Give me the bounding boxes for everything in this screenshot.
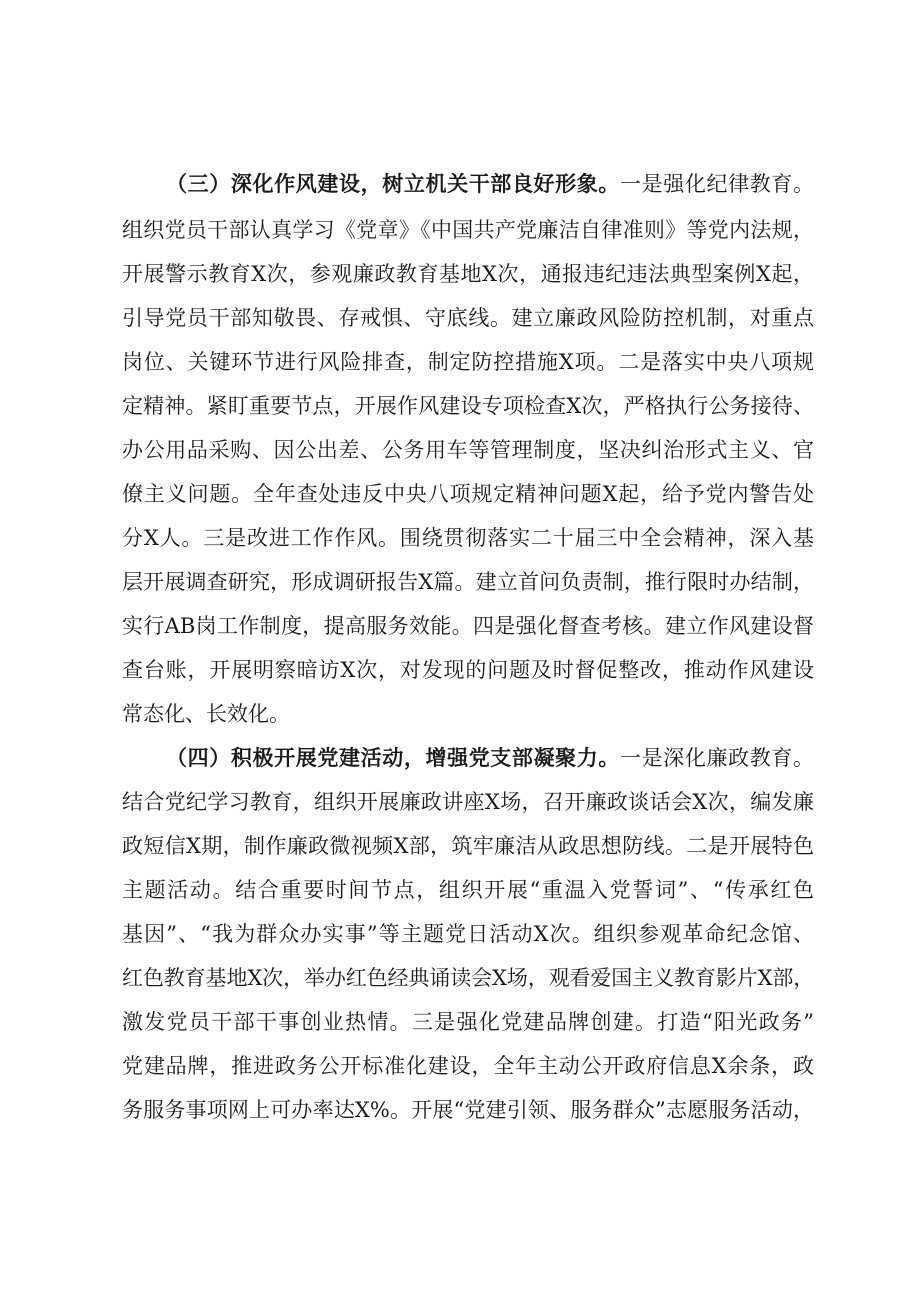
section4-line-4: 基因”、“我为群众办实事”等主题党日活动X次。组织参观革命纪念馆、 — [122, 922, 814, 946]
section3-line-8: 分X人。三是改进工作作风。围绕贯彻落实二十届三中全会精神，深入基 — [122, 526, 814, 550]
section4-line-6: 激发党员干部干事创业热情。三是强化党建品牌创建。打造“阳光政务” — [122, 1010, 814, 1034]
section3-line-4: 岗位、关键环节进行风险排查，制定防控措施X项。二是落实中央八项规 — [122, 350, 814, 374]
section4-heading: （四）积极开展党建活动，增强党支部凝聚力。 — [166, 746, 621, 770]
section3-line-0: 一是强化纪律教育。 — [620, 172, 815, 196]
section4-line-0: 一是深化廉政教育。 — [620, 746, 815, 770]
section3-line-9: 层开展调查研究，形成调研报告X篇。建立首问负责制，推行限时办结制， — [122, 570, 814, 594]
section4-line-2: 政短信X期，制作廉政微视频X部，筑牢廉洁从政思想防线。二是开展特色 — [122, 834, 814, 858]
section4-line-5: 红色教育基地X次，举办红色经典诵读会X场，观看爱国主义教育影片X部， — [122, 966, 814, 990]
section3-line-2: 开展警示教育X次，参观廉政教育基地X次，通报违纪违法典型案例X起， — [122, 262, 814, 286]
section3-line-3: 引导党员干部知敬畏、存戒惧、守底线。建立廉政风险防控机制，对重点 — [122, 306, 814, 330]
section3-line-12: 常态化、长效化。 — [122, 702, 290, 726]
section3-line-11: 查台账，开展明察暗访X次，对发现的问题及时督促整改，推动作风建设 — [122, 658, 814, 682]
section4-first-line — [166, 738, 814, 778]
section3-line-10: 实行AB岗工作制度，提高服务效能。四是强化督查考核。建立作风建设督 — [122, 614, 814, 638]
section4-line-1: 结合党纪学习教育，组织开展廉政讲座X场，召开廉政谈话会X次，编发廉 — [122, 790, 814, 814]
section3-first-line — [166, 164, 814, 204]
section3-heading: （三）深化作风建设，树立机关干部良好形象。 — [166, 172, 621, 196]
section4-line-8: 务服务事项网上可办率达X%。开展“党建引领、服务群众”志愿服务活动， — [122, 1098, 814, 1122]
section4-line-3: 主题活动。结合重要时间节点，组织开展“重温入党誓词”、“传承红色 — [122, 878, 814, 902]
section4-line-7: 党建品牌，推进政务公开标准化建设，全年主动公开政府信息X余条，政 — [122, 1054, 814, 1078]
section3-line-6: 办公用品采购、因公出差、公务用车等管理制度，坚决纠治形式主义、官 — [122, 438, 814, 462]
section3-line-7: 僚主义问题。全年查处违反中央八项规定精神问题X起，给予党内警告处 — [122, 482, 814, 506]
section3-line-1: 组织党员干部认真学习《党章》《中国共产党廉洁自律准则》等党内法规， — [122, 218, 814, 242]
section3-line-5: 定精神。紧盯重要节点，开展作风建设专项检查X次，严格执行公务接待、 — [122, 394, 814, 418]
